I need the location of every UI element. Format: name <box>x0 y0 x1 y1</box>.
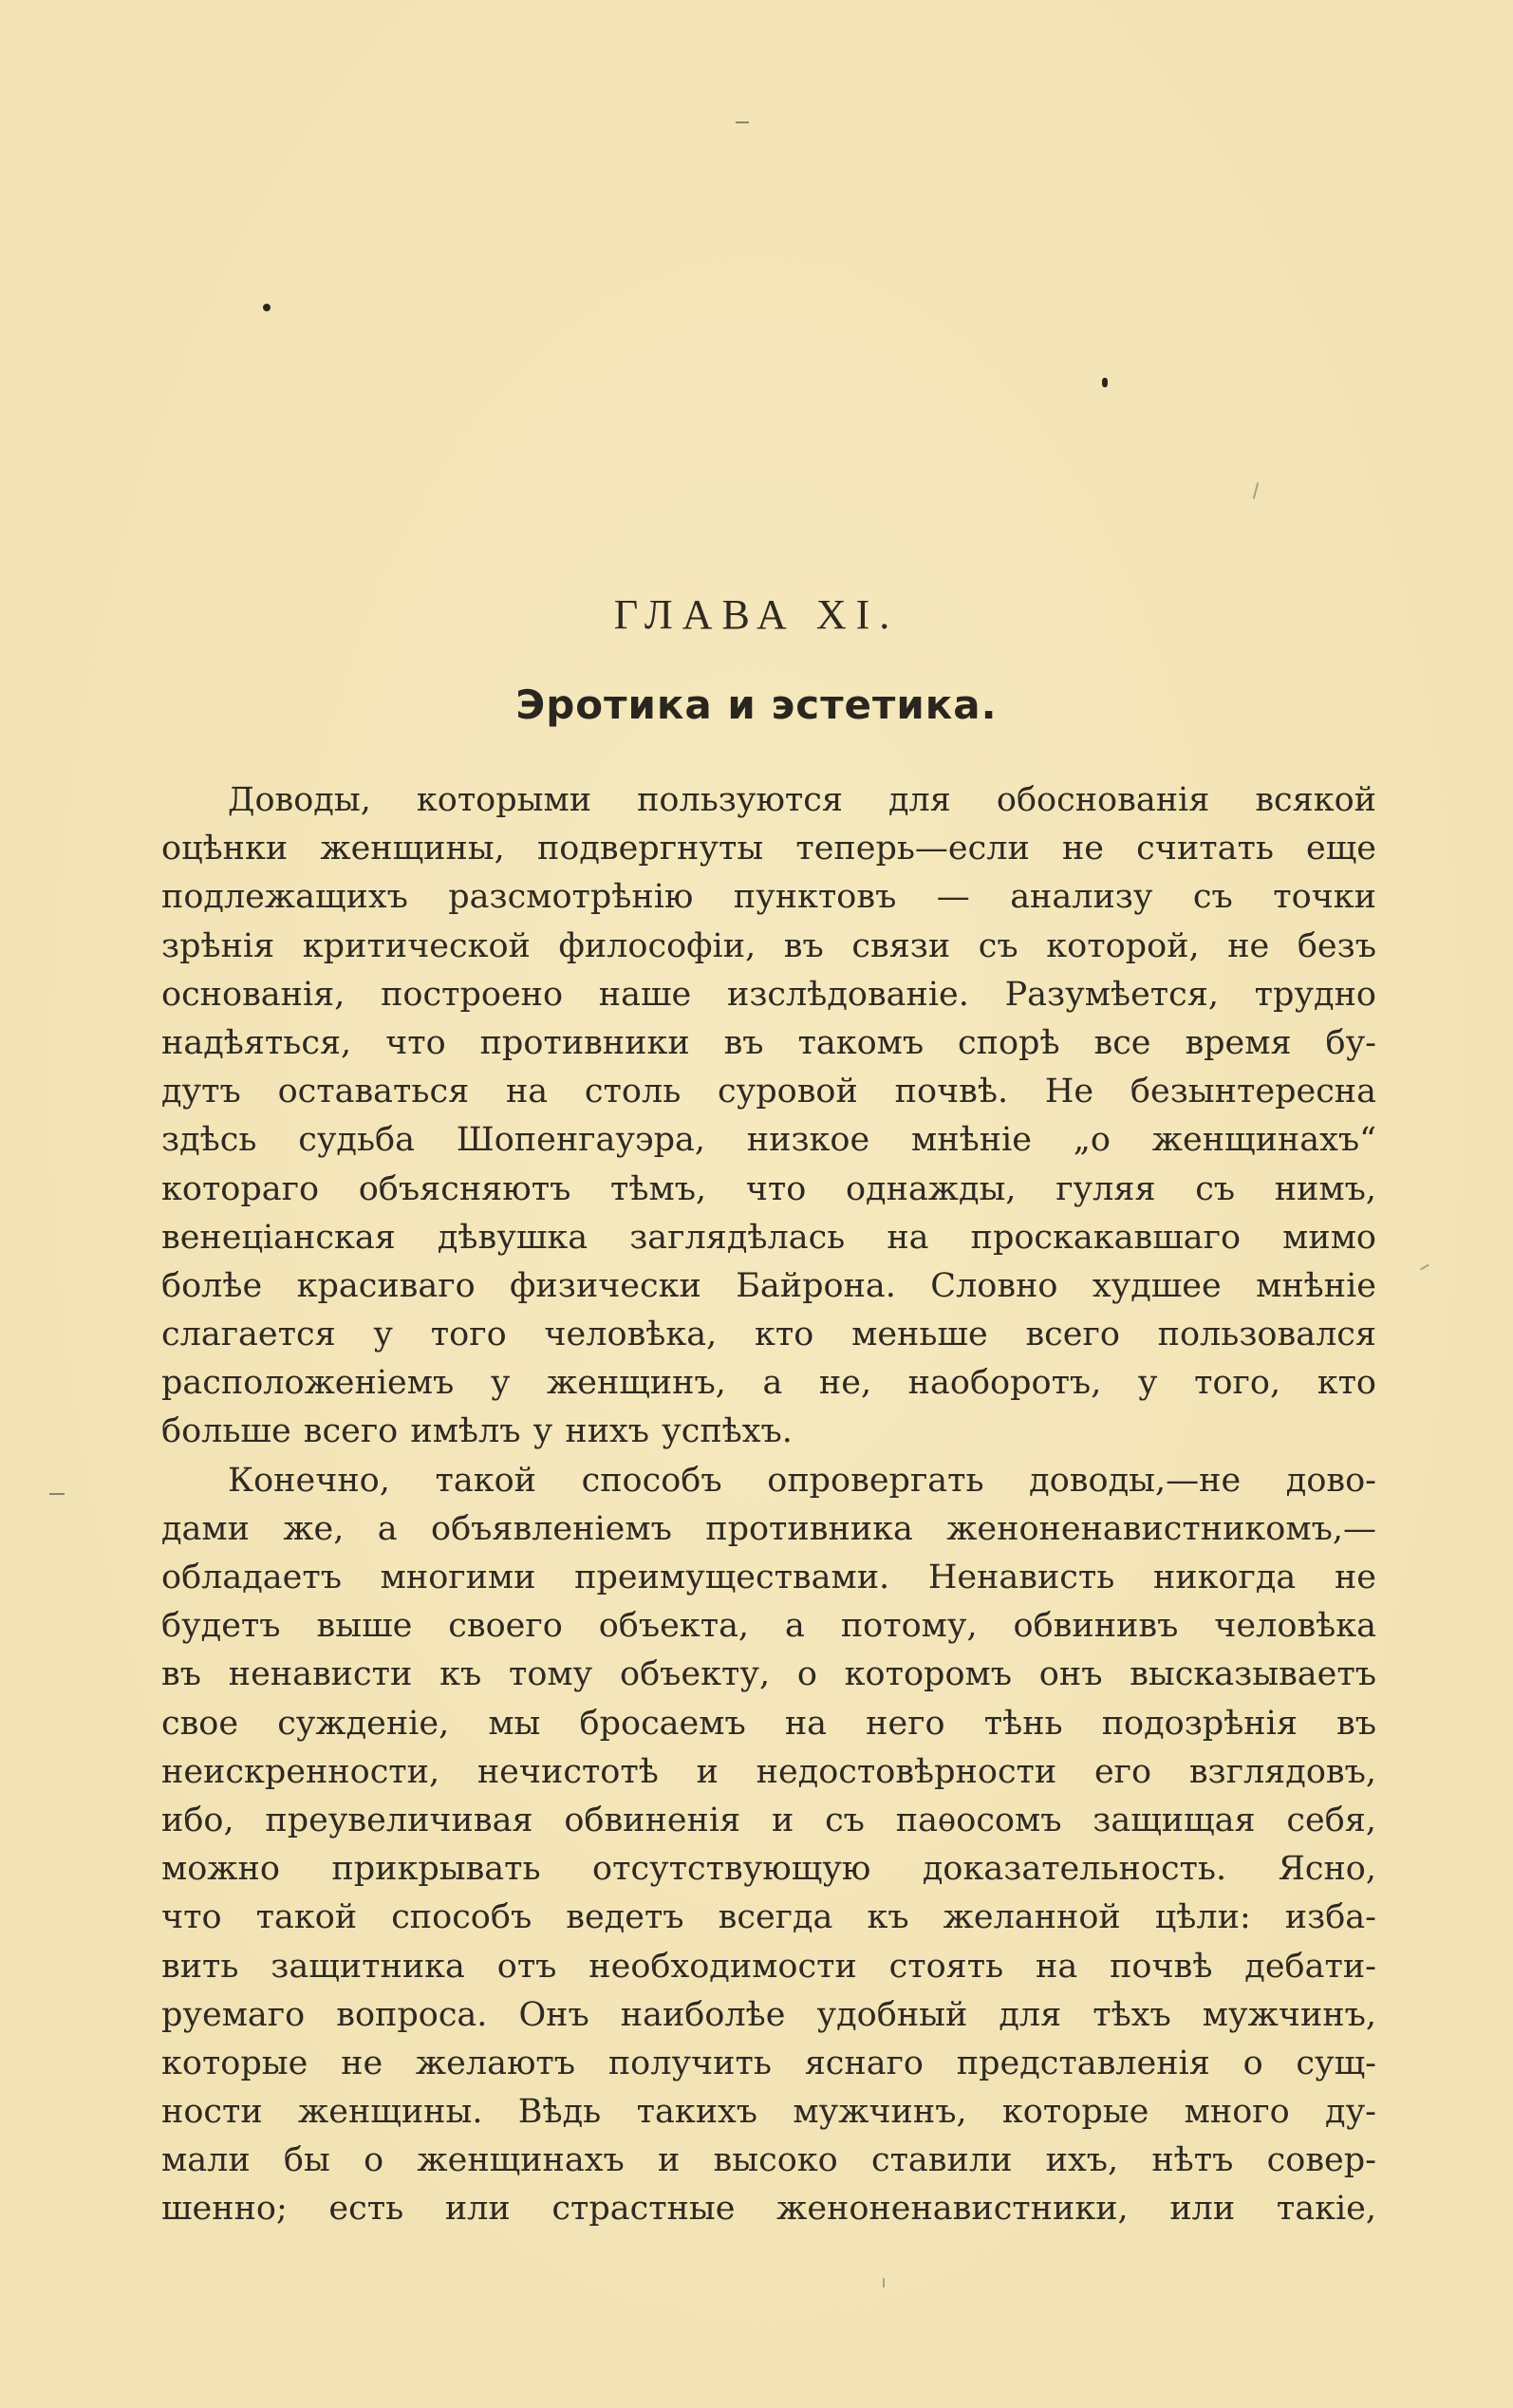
text-line: свое сужденіе, мы бросаемъ на него тѣнь подозрѣнія въ <box>161 1704 1376 1743</box>
text-line: подлежащихъ разсмотрѣнію пунктовъ — анализу съ точки <box>161 878 1376 917</box>
print-speck <box>49 1493 65 1495</box>
ink-dot <box>1102 378 1108 387</box>
text-line: руемаго вопроса. Онъ наиболѣе удобный для тѣхъ мужчинъ, <box>161 1995 1376 2034</box>
text-line: больше всего имѣлъ у нихъ успѣхъ. <box>161 1412 793 1451</box>
text-line: что такой способъ ведетъ всегда къ желанной цѣли: изба- <box>161 1898 1376 1937</box>
print-speck <box>736 121 749 123</box>
text-line: дутъ оставаться на столь суровой почвѣ. Не безынтересна <box>161 1073 1376 1111</box>
text-line: расположеніемъ у женщинъ, а не, наоборотъ, у того, кто <box>161 1364 1376 1403</box>
text-line: ибо, преувеличивая обвиненія и съ паѳосомъ защищая себя, <box>161 1801 1376 1839</box>
text-line: можно прикрывать отсутствующую доказательность. Ясно, <box>161 1850 1376 1889</box>
print-speck <box>1253 482 1260 499</box>
text-line: надѣяться, что противники въ такомъ спорѣ все время бу- <box>161 1023 1376 1062</box>
text-line: обладаетъ многими преимуществами. Ненависть никогда не <box>161 1559 1376 1596</box>
text-line: болѣе красиваго физически Байрона. Словно худшее мнѣніе <box>161 1266 1376 1305</box>
text-line: мали бы о женщинахъ и высоко ставили ихъ, нѣтъ совер- <box>161 2141 1376 2180</box>
text-line: ности женщины. Вѣдь такихъ мужчинъ, которые много ду- <box>161 2093 1376 2132</box>
chapter-title: Эротика и эстетика. <box>515 681 998 728</box>
text-line: Конечно, такой способъ опровергать доводы,—не дово- <box>228 1461 1376 1500</box>
text-line: дами же, а объявленіемъ противника женоненавистникомъ,— <box>161 1509 1376 1548</box>
text-line: Доводы, которыми пользуются для обоснованія всякой <box>228 781 1376 819</box>
text-line: вить защитника отъ необходимости стоять на почвѣ дебати- <box>161 1947 1376 1986</box>
body-text <box>161 776 1376 2234</box>
text-line: здѣсь судьба Шопенгауэра, низкое мнѣніе „о женщинахъ“ <box>161 1121 1376 1160</box>
text-line: котораго объясняютъ тѣмъ, что однажды, гуляя съ нимъ, <box>161 1169 1376 1208</box>
text-line: которые не желаютъ получить яснаго представленія о сущ- <box>161 2044 1376 2082</box>
text-line: будетъ выше своего объекта, а потому, обвинивъ человѣка <box>161 1607 1376 1646</box>
text-line: шенно; есть или страстные женоненавистники, или такіе, <box>161 2190 1376 2229</box>
chapter-heading: ГЛАВА XI. <box>613 591 900 638</box>
ink-dot <box>263 304 271 311</box>
text-line: слагается у того человѣка, кто меньше всего пользовался <box>161 1316 1376 1354</box>
text-line: оцѣнки женщины, подвергнуты теперь—если не считать еще <box>161 830 1376 868</box>
text-line: основанія, построено наше изслѣдованіе. Разумѣется, трудно <box>161 975 1376 1014</box>
text-line: зрѣнія критической философіи, въ связи съ которой, не безъ <box>161 926 1376 965</box>
text-line: въ ненависти къ тому объекту, о которомъ онъ высказываетъ <box>161 1655 1376 1694</box>
print-speck <box>883 2278 885 2287</box>
print-speck <box>1420 1264 1429 1271</box>
text-line: неискренности, нечистотѣ и недостовѣрности его взглядовъ, <box>161 1752 1376 1791</box>
text-line: венеціанская дѣвушка заглядѣлась на проскакавшаго мимо <box>161 1218 1376 1257</box>
